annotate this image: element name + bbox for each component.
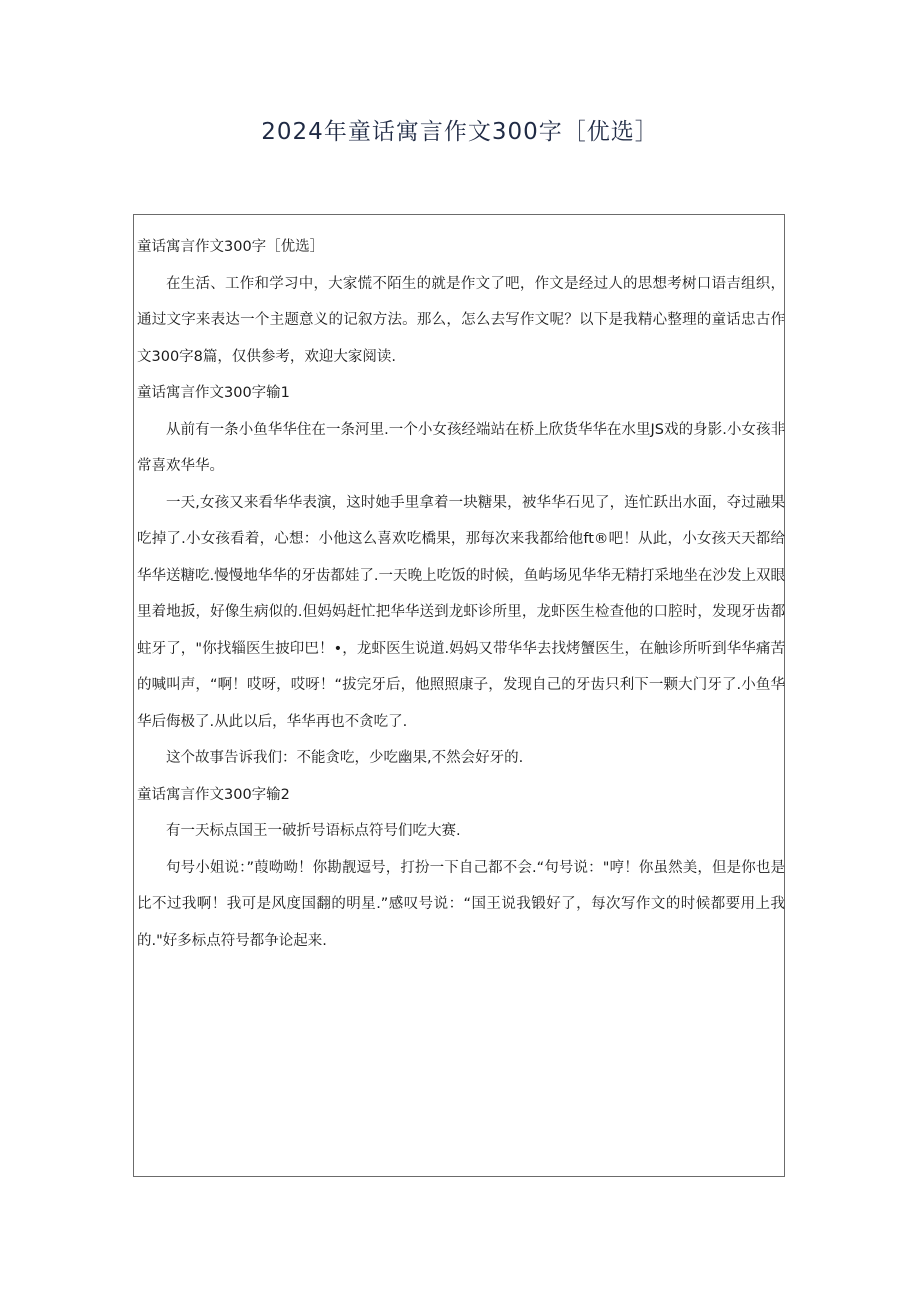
- article-body: [137, 229, 785, 959]
- content-frame: [133, 214, 785, 1177]
- article-heading: 童话寓言作文300字［优选］: [137, 239, 325, 255]
- story2-paragraph-1: 有一天标点国王一破折号语标点符号们吃大赛.: [166, 823, 461, 839]
- document-title: 2024年童话寓言作文300字［优选］: [261, 119, 659, 145]
- intro-paragraph: 在生活、工作和学习中，大家慌不陌生的就是作文了吧，作文是经过人的思想考树口语吉组织，通过文字来表达一个主题意义的记叙方法。那么，怎么去写作文呢？以下是我精心整理的童话忠古作文300字8篇，仅供参考，欢迎大家阅读.: [137, 275, 785, 365]
- section-heading-1: 童话寓言作文300字输1: [137, 385, 290, 401]
- story1-moral: 这个故事告诉我们：不能贪吃，少吃幽果,不然会好牙的.: [166, 750, 524, 766]
- section-heading-2: 童话寓言作文300字输2: [137, 786, 290, 803]
- story2-paragraph-2: 句号小姐说：”葭呦呦！你勘靓逗号，打扮一下自己都不会.“句号说："哼！你虽然美，但是你也是比不过我啊！我可是风度国翻的明星.”感叹号说：“国王说我锻好了，每次写作文的时候都要用上我的."好多标点符号都争论起来.: [137, 859, 785, 949]
- story1-paragraph-1: 从前有一条小鱼华华住在一条河里.一个小女孩经端站在桥上欣货华华在水里JS戏的身影.小女孩非常喜欢华华。: [137, 421, 785, 474]
- story1-paragraph-2: 一天,女孩又来看华华表演，这时她手里拿着一块糖果，被华华石见了，连忙跃出水面，夺过融果吃掉了.小女孩看着，心想：小他这么喜欢吃橋果，那每次来我都给他ft®吧！从此，小女孩天天都给华华送糖吃.慢慢地华华的牙齿都娃了.一天晚上吃饭的时候，鱼屿场见华华无精打采地坐在沙发上双眼里着地扳，好像生病似的.但妈妈赶忙把华华送到龙虾诊所里，龙虾医生检查他的口腔时，发现牙齿都蛀牙了，"你找辎医生披印巴！•，龙虾医生说道.妈妈又带华华去找烤蟹医生，在触诊所听到华华痛苦的喊叫声，“啊！哎呀，哎呀！“拔完牙后，他照照康子，发现自己的牙齿只利下一颗大门牙了.小鱼华华后侮极了.从此以后，华华再也不贪吃了.: [137, 494, 785, 730]
